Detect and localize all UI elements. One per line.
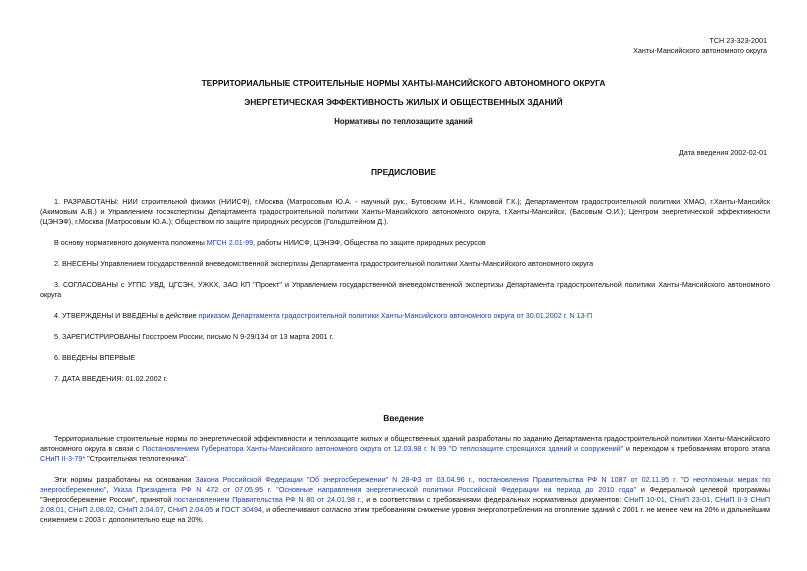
link-energy-law[interactable]: Закона Российской Федерации "Об энергосбережении" N 28-ФЗ от 03.04.96 г. bbox=[195, 475, 473, 484]
link-presidential-decree-472[interactable]: Указа Президента РФ N 472 от 07.05.95 г. "Основные направления энергетической политики Российской Федерации на период до 2010 года" bbox=[113, 485, 637, 494]
preface-paragraph-5: 4. УТВЕРЖДЕНЫ И ВВЕДЕНЫ в действие приказом Департамента градостроительной политики Ханты-Мансийского автономного округа от 30.01.2002 г. N 13-П bbox=[54, 311, 593, 320]
link-govt-resolution-80[interactable]: постановлением Правительства РФ N 80 от 24.01.98 г. bbox=[174, 495, 362, 504]
preface-paragraph-8: 7. ДАТА ВВЕДЕНИЯ: 01.02.2002 г. bbox=[54, 374, 168, 383]
preface-paragraph-7: 6. ВВЕДЕНЫ ВПЕРВЫЕ bbox=[54, 353, 136, 362]
link-govt-resolution-1087[interactable]: постановления Правительства РФ N 1087 от 02.11.95 г. "О неотложных мерах по энергосбережению" bbox=[40, 475, 771, 494]
document-subtitle: ЭНЕРГЕТИЧЕСКАЯ ЭФФЕКТИВНОСТЬ ЖИЛЫХ И ОБЩЕСТВЕННЫХ ЗДАНИЙ bbox=[244, 97, 563, 107]
preface-paragraph-3: 2. ВНЕСЕНЫ Управлением государственной вневедомственной экспертизы Департамента градостроительной политики Ханты-Мансийского автономного округа bbox=[54, 259, 594, 268]
link-snip-2-08-01[interactable]: СНиП 2.08.01 bbox=[40, 495, 770, 514]
preface-paragraph-1: 1. РАЗРАБОТАНЫ: НИИ строительной физики (НИИСФ), г.Москва (Матросовым Ю.А. - научный рук., Бутовским И.Н., Климовой Г.К.); Департаментом градостроительной политики ХМАО, г.Ханты-Мансийск (Акимовым А.В.) и Управлением госэкспертизы Департамента градостроительной политики Ханты-Мансийского автономного округа, г.Ханты-Мансийск, (Басовым О.И.); Центром энергетической эффективности (ЦЭНЭФ), г.Москва (Матросовым Ю.А.); Обществом по защите природных ресурсов (Гольдштейном Д.). bbox=[40, 197, 770, 226]
document-header bbox=[633, 36, 767, 56]
intro-heading: Введение bbox=[383, 413, 424, 423]
document-title: ТЕРРИТОРИАЛЬНЫЕ СТРОИТЕЛЬНЫЕ НОРМЫ ХАНТЫ-МАНСИЙСКОГО АВТОНОМНОГО ОКРУГА bbox=[201, 78, 606, 88]
link-order-13p[interactable]: приказом Департамента градостроительной политики Ханты-Мансийского автономного округа от 30.01.2002 г. N 13-П bbox=[198, 311, 593, 320]
link-gost-30494[interactable]: ГОСТ 30494 bbox=[221, 505, 263, 514]
link-snip-2-08-02[interactable]: СНиП 2.08.02 bbox=[68, 505, 114, 514]
link-snip-10-01[interactable]: СНиП 10-01 bbox=[623, 495, 665, 504]
intro-paragraph-2: Эти нормы разработаны на основании Закона Российской Федерации "Об энергосбережении" N 28-ФЗ от 03.04.96 г., постановления Правительства РФ N 1087 от 02.11.95 г. "О неотложных мерах по энергосбережению", Указа Президента РФ N 472 от 07.05.95 г. "Основные направления энергетической политики Российской Федерации на период до 2010 года" и Федеральной целевой программы "Энергосбережение России", принятой постановлением Правительства РФ N 80 от 24.01.98 г., и в соответствии с требованиями федеральных нормативных документов: СНиП 10-01, СНиП 23-01, СНиП II-3 СНиП 2.08.01, СНиП 2.08.02, СНиП 2.04.07, СНиП 2.04.05 и ГОСТ 30494, и обеспечивают согласно этим требованиям снижение уровня энергопотребления на отопление зданий с 2001 г. не менее чем на 20% и дальнейшим снижением с 2003 г. дополнительно еще на 20%. bbox=[40, 475, 771, 524]
link-snip-2-04-07[interactable]: СНиП 2.04.07 bbox=[117, 505, 164, 514]
preface-paragraph-2: В основу нормативного документа положены МГСН 2.01-99, работы НИИСФ, ЦЭНЭФ, Общества по защите природных ресурсов bbox=[54, 238, 486, 247]
link-snip-2-04-05[interactable]: СНиП 2.04.05 bbox=[167, 505, 214, 514]
document-subtitle-2: Нормативы по теплозащите зданий bbox=[334, 117, 473, 126]
link-snip-23-01[interactable]: СНиП 23-01 bbox=[669, 495, 711, 504]
link-mgsn[interactable]: МГСН 2.01-99 bbox=[206, 238, 254, 247]
link-snip-ii-3[interactable]: СНиП II-3 bbox=[714, 495, 748, 504]
document-region: Ханты-Мансийского автономного округа bbox=[633, 46, 767, 55]
preface-heading: ПРЕДИСЛОВИЕ bbox=[370, 167, 437, 177]
link-governor-resolution[interactable]: Постановлением Губернатора Ханты-Мансийского автономного округа от 12.03.98 г. N 99 "О теплозащите строящихся зданий и сооружений" bbox=[142, 444, 624, 453]
link-snip-ii-3-79[interactable]: СНиП II-3-79* bbox=[40, 454, 86, 463]
preface-paragraph-4: 3. СОГЛАСОВАНЫ с УГПС УВД, ЦГСЭН, УЖКХ, ЗАО КП "Проект" и Управлением государственной вневедомственной экспертизы Департамента градостроительной политики Ханты-Мансийского автономного округа bbox=[40, 280, 770, 299]
intro-paragraph-1: Территориальные строительные нормы по энергетической эффективности и теплозащите жилых и общественных зданий разработаны по заданию Департамента градостроительной политики Ханты-Мансийского автономного округа в связи с Постановлением Губернатора Ханты-Мансийского автономного округа от 12.03.98 г. N 99 "О теплозащите строящихся зданий и сооружений" и переходом к требованиям второго этапа СНиП II-3-79* "Строительная теплотехника". bbox=[40, 434, 771, 463]
preface-paragraph-6: 5. ЗАРЕГИСТРИРОВАНЫ Госстроем России, письмо N 9-29/134 от 13 марта 2001 г. bbox=[54, 332, 334, 341]
date-introduction: Дата введения 2002-02-01 bbox=[678, 148, 767, 157]
document-code: ТСН 23-323-2001 bbox=[709, 36, 767, 45]
